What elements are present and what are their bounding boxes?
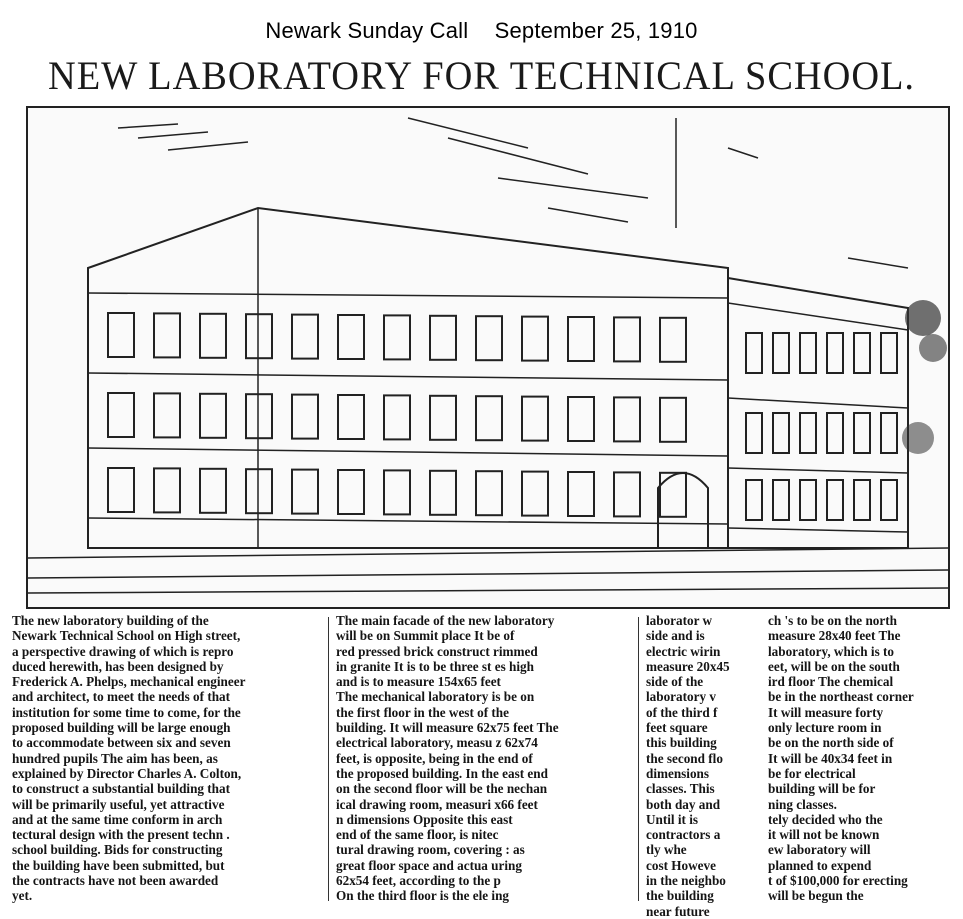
- article-line: the first floor in the west of the: [336, 704, 509, 720]
- article-line: and is to measure 154x65 feet: [336, 674, 501, 690]
- article-line: school building. Bids for constructing: [12, 842, 223, 858]
- article-line: the second flo: [646, 750, 723, 766]
- article-line: building will be for: [768, 781, 876, 797]
- window: [568, 472, 594, 516]
- window: [773, 333, 789, 373]
- article-line: electric wirin: [646, 643, 721, 659]
- article-line: only lecture room in: [768, 720, 882, 736]
- article-line: tely decided who the: [768, 811, 883, 827]
- window: [292, 395, 318, 439]
- article-line: dimensions: [646, 765, 710, 781]
- window: [800, 333, 816, 373]
- window: [773, 413, 789, 453]
- article-line: ew laboratory will: [768, 842, 871, 858]
- window: [430, 471, 456, 515]
- article-line: in granite It is to be three st es high: [336, 658, 534, 674]
- article-line: laborator w: [646, 613, 713, 628]
- article-headline: NEW LABORATORY FOR TECHNICAL SCHOOL.: [48, 53, 915, 98]
- window: [660, 398, 686, 442]
- window: [522, 472, 548, 516]
- window: [154, 468, 180, 512]
- article-line: ird floor The chemical: [768, 674, 894, 690]
- window: [430, 396, 456, 440]
- window: [800, 480, 816, 520]
- article-line: ical drawing room, measuri x66 feet: [336, 796, 538, 812]
- article-line: will be begun the: [768, 888, 864, 904]
- article-line: be on the north side of: [768, 735, 894, 751]
- window: [614, 472, 640, 516]
- window: [338, 470, 364, 514]
- article-line: this building: [646, 735, 717, 751]
- article-line: side and is: [646, 628, 705, 644]
- window: [108, 468, 134, 512]
- article-line: The main facade of the new laboratory: [336, 613, 555, 628]
- building-drawing: [28, 108, 948, 607]
- article-line: ch 's to be on the north: [768, 613, 897, 628]
- window: [660, 318, 686, 362]
- article-line: on the second floor will be the nechan: [336, 781, 548, 797]
- window: [292, 470, 318, 514]
- window: [154, 313, 180, 357]
- article-line: red pressed brick construct rimmed: [336, 643, 538, 659]
- article-line: explained by Director Charles A. Colton,: [12, 765, 242, 781]
- article-line: 62x54 feet, according to the p: [336, 873, 501, 889]
- article-line: eet, will be on the south: [768, 658, 900, 674]
- window: [746, 480, 762, 520]
- window: [746, 333, 762, 373]
- article-line: the proposed building. In the east end: [336, 765, 548, 781]
- article-line: to construct a substantial building that: [12, 781, 230, 797]
- article-line: yet.: [12, 888, 33, 904]
- window: [246, 469, 272, 513]
- article-line: near future: [646, 903, 710, 919]
- window: [108, 313, 134, 357]
- article-line: measure 28x40 feet The: [768, 628, 901, 644]
- article-line: cost Howeve: [646, 857, 716, 873]
- window: [568, 317, 594, 361]
- window: [522, 317, 548, 361]
- article-line: tural drawing room, covering : as: [336, 842, 525, 858]
- window: [881, 333, 897, 373]
- article-line: institution for some time to come, for the: [12, 704, 241, 720]
- article-line: building. It will measure 62x75 feet The: [336, 720, 559, 736]
- article-line: It will measure forty: [768, 704, 884, 720]
- article-line: The new laboratory building of the: [12, 613, 209, 628]
- article-line: Frederick A. Phelps, mechanical engineer: [12, 674, 246, 690]
- article-line: a perspective drawing of which is repro: [12, 643, 234, 659]
- window: [614, 397, 640, 441]
- building-windows: [108, 313, 897, 520]
- article-line: proposed building will be large enough: [12, 720, 231, 736]
- window: [568, 397, 594, 441]
- article-line: measure 20x45: [646, 658, 730, 674]
- window: [476, 471, 502, 515]
- article-line: tly whe: [646, 842, 687, 858]
- article-line: feet square: [646, 720, 708, 736]
- window: [200, 469, 226, 513]
- article-line: Newark Technical School on High street,: [12, 628, 241, 644]
- article-line: n dimensions Opposite this east: [336, 811, 513, 827]
- window: [200, 314, 226, 358]
- article-line: of the third f: [646, 704, 718, 720]
- window: [246, 314, 272, 358]
- article-line: the contracts have not been awarded: [12, 873, 219, 889]
- article-line: It will be 40x34 feet in: [768, 750, 893, 766]
- window: [246, 394, 272, 438]
- publication-name: Newark Sunday Call: [265, 18, 469, 43]
- article-line: duced herewith, has been designed by: [12, 658, 224, 674]
- article-column-3: [646, 613, 764, 919]
- article-line: ning classes.: [768, 796, 837, 812]
- window: [430, 316, 456, 360]
- window: [338, 395, 364, 439]
- article-line: both day and: [646, 796, 721, 812]
- article-column-4: [768, 613, 958, 903]
- article-line: classes. This: [646, 781, 715, 797]
- article-line: tectural design with the present techn .: [12, 827, 230, 843]
- window: [800, 413, 816, 453]
- article-line: The mechanical laboratory is be on: [336, 689, 535, 705]
- article-line: great floor space and actua uring: [336, 857, 522, 873]
- article-line: in the neighbo: [646, 873, 726, 889]
- window: [854, 333, 870, 373]
- window: [200, 394, 226, 438]
- article-column-2: [336, 613, 636, 903]
- window: [854, 413, 870, 453]
- article-line: electrical laboratory, measu z 62x74: [336, 735, 538, 751]
- article-line: the building: [646, 888, 714, 904]
- article-line: hundred pupils The aim has been, as: [12, 750, 218, 766]
- article-line: will be primarily useful, yet attractive: [12, 796, 225, 812]
- article-line: feet, is opposite, being in the end of: [336, 750, 533, 766]
- article-line: and architect, to meet the needs of that: [12, 689, 231, 705]
- window: [292, 315, 318, 359]
- article-body: [6, 613, 960, 919]
- photo-caption: [0, 18, 963, 44]
- article-line: it will not be known: [768, 827, 880, 843]
- article-line: planned to expend: [768, 857, 872, 873]
- window: [881, 413, 897, 453]
- window: [854, 480, 870, 520]
- window: [384, 470, 410, 514]
- article-line: be for electrical: [768, 765, 856, 781]
- building-illustration: [26, 106, 950, 609]
- window: [746, 413, 762, 453]
- window: [476, 396, 502, 440]
- window: [384, 395, 410, 439]
- article-line: laboratory, which is to: [768, 643, 895, 659]
- article-line: Until it is: [646, 811, 699, 827]
- window: [660, 473, 686, 517]
- article-line: will be on Summit place It be of: [336, 628, 515, 644]
- window: [338, 315, 364, 359]
- article-line: and at the same time conform in arch: [12, 811, 223, 827]
- window: [522, 397, 548, 441]
- window: [154, 393, 180, 437]
- window: [108, 393, 134, 437]
- article-line: be in the northeast corner: [768, 689, 914, 705]
- article-line: end of the same floor, is nitec: [336, 827, 499, 843]
- article-line: On the third floor is the ele ing: [336, 888, 510, 904]
- article-line: laboratory v: [646, 689, 716, 705]
- article-line: to accommodate between six and seven: [12, 735, 231, 751]
- window: [827, 480, 843, 520]
- window: [827, 333, 843, 373]
- window: [773, 480, 789, 520]
- window: [827, 413, 843, 453]
- article-line: side of the: [646, 674, 704, 690]
- article-line: the building have been submitted, but: [12, 857, 225, 873]
- publication-date: September 25, 1910: [494, 18, 698, 43]
- article-line: t of $100,000 for erecting: [768, 873, 908, 889]
- window: [614, 317, 640, 361]
- window: [476, 316, 502, 360]
- window: [881, 480, 897, 520]
- article-column-1: [12, 613, 322, 903]
- article-line: contractors a: [646, 827, 721, 843]
- window: [384, 315, 410, 359]
